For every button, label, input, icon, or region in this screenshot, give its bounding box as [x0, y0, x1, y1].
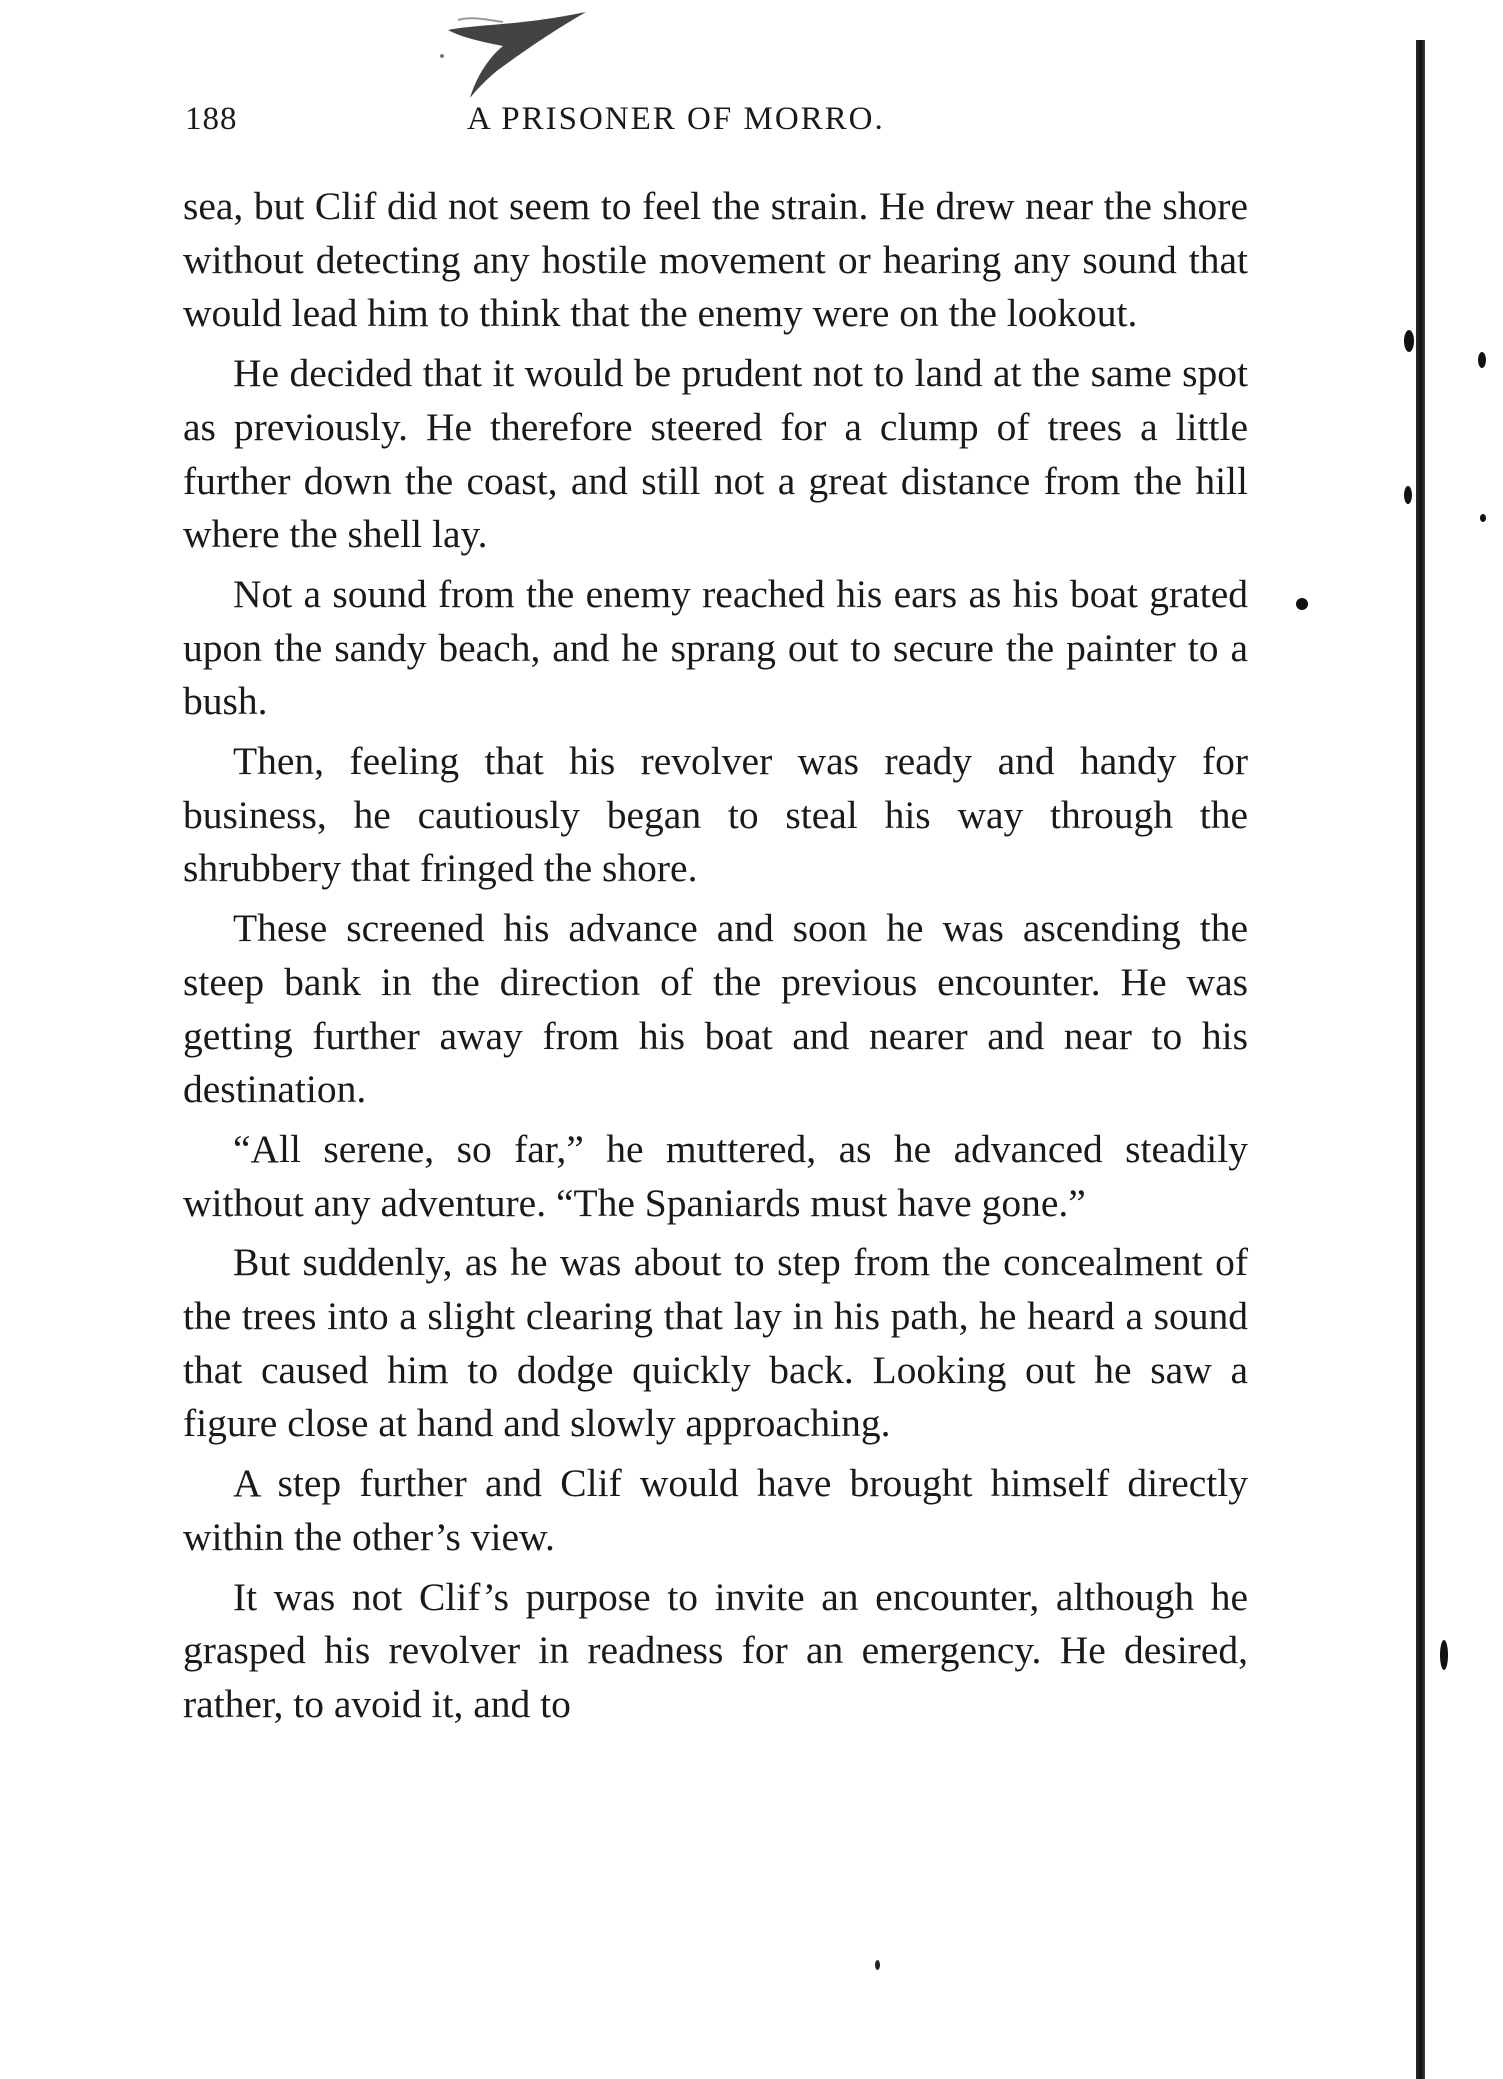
paragraph: A step further and Clif would have brought himself directly within the other’s view.: [183, 1461, 1248, 1559]
scan-speck: [440, 54, 444, 58]
paragraph: sea, but Clif did not seem to feel the strain. He drew near the shore without detecting any hostile movement or hearing any sound that would lead him to think that the enemy were on the lookout.: [183, 184, 1248, 336]
paragraph: Then, feeling that his revolver was ready and handy for business, he cautiously began to steal his way through the shrubbery that fringed the shore.: [183, 739, 1248, 891]
paragraph: He decided that it would be prudent not to land at the same spot as previously. He therefore steered for a clump of trees a little further down the coast, and still not a great distance from the hill where the shell lay.: [183, 351, 1248, 557]
scan-speck: [1478, 352, 1486, 368]
page-number: 188: [185, 101, 238, 137]
paragraph: “All serene, so far,” he muttered, as he advanced steadily without any adventure. “The Spaniards must have gone.”: [183, 1126, 1248, 1225]
paragraph: But suddenly, as he was about to step from the concealment of the trees into a slight clearing that lay in his path, he heard a sound that caused him to dodge quickly back. Looking out he saw a figure close at hand and slowly approaching.: [183, 1240, 1248, 1446]
binding-edge: [1416, 40, 1425, 2079]
book-title: A PRISONER OF MORRO.: [467, 101, 885, 137]
scan-speck: [1404, 330, 1414, 352]
scan-speck: [875, 1960, 880, 1970]
printer-ornament-icon: [448, 8, 588, 98]
paragraph: These screened his advance and soon he was ascending the steep bank in the direction of the previous encounter. He was getting further away from his boat and nearer and near to his destination.: [183, 906, 1248, 1112]
scan-speck: [1480, 514, 1486, 522]
scan-speck: [1404, 486, 1412, 504]
scan-speck: [1296, 598, 1308, 610]
running-head: [185, 101, 1245, 145]
paragraph: Not a sound from the enemy reached his ears as his boat grated upon the sandy beach, and he sprang out to secure the painter to a bush.: [183, 571, 1248, 724]
scan-speck: [1440, 1640, 1448, 1670]
body-text: [183, 180, 1248, 1732]
paragraph: It was not Clif’s purpose to invite an encounter, although he grasped his revolver in readness for an emergency. He desired, rather, to avoid it, and to: [183, 1574, 1248, 1726]
